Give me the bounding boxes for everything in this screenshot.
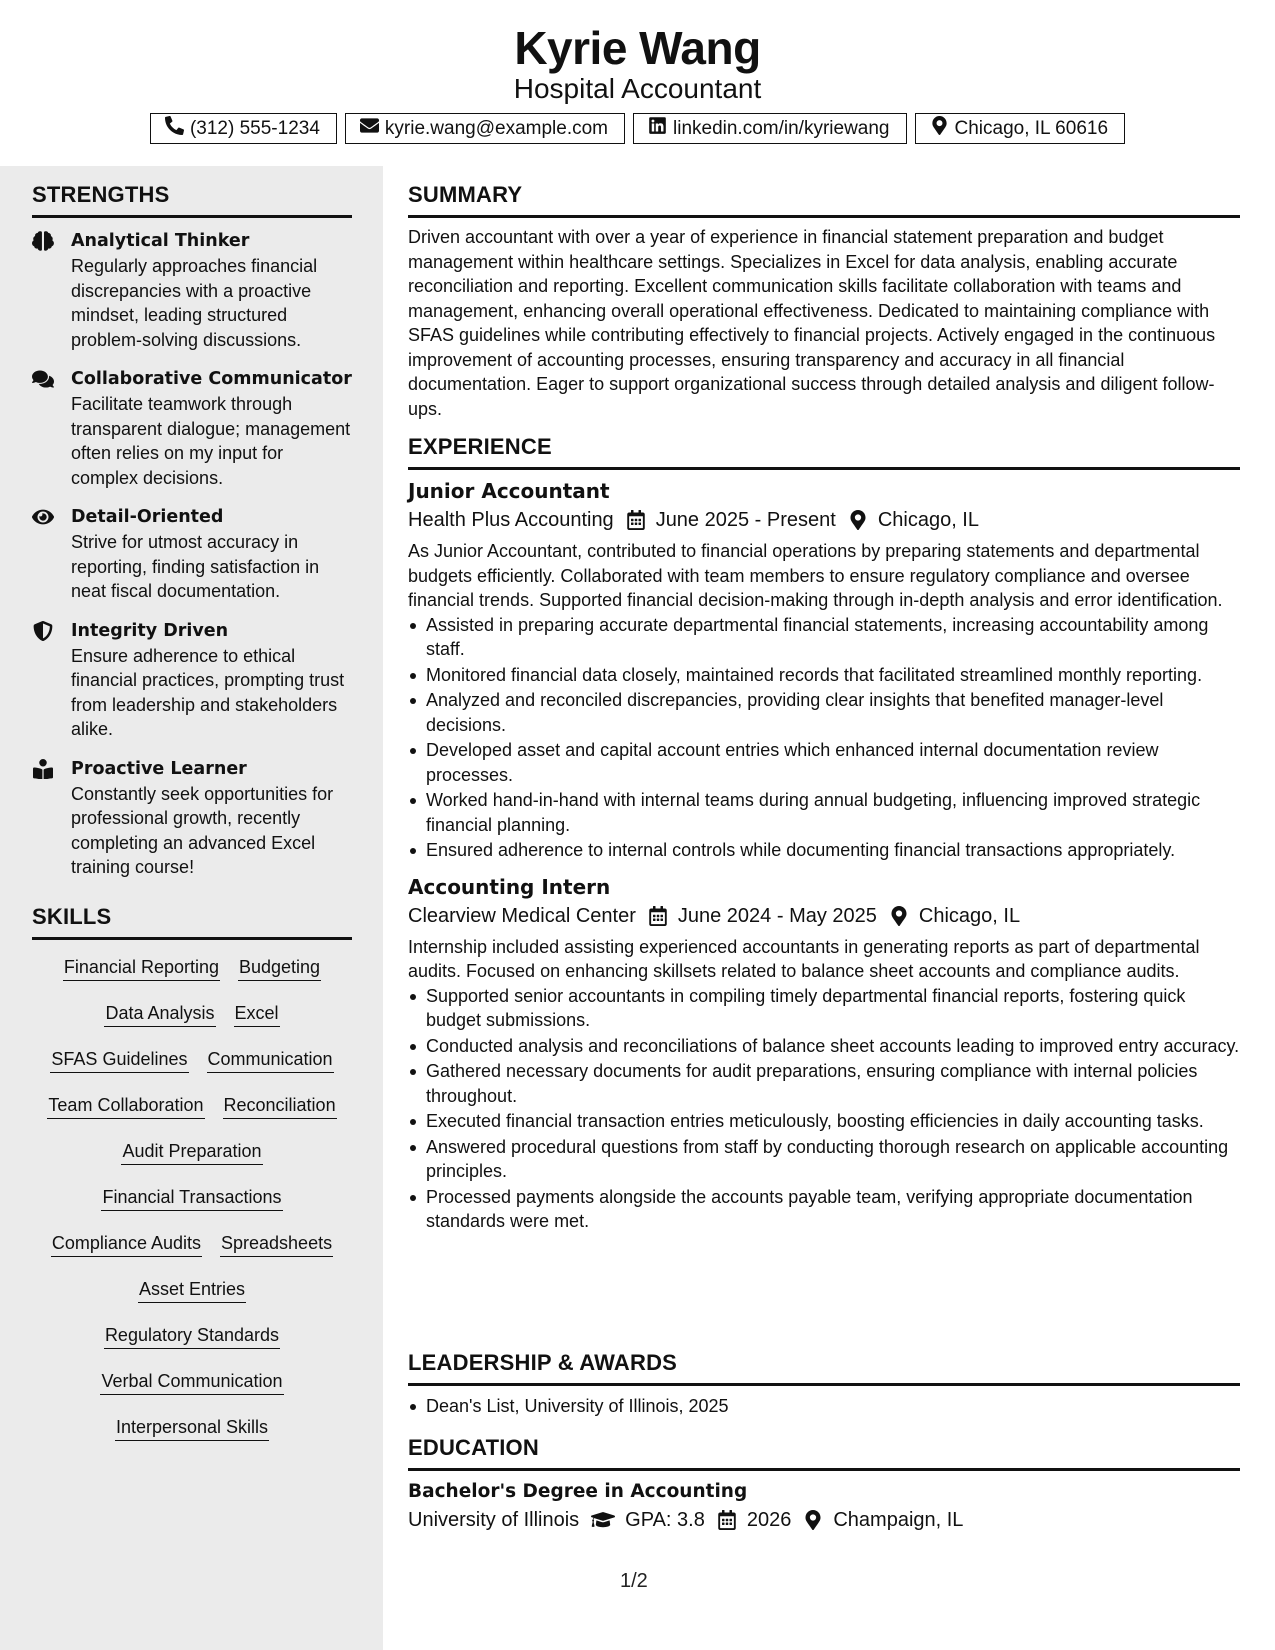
calendar-icon: [614, 510, 656, 530]
list-item: Processed payments alongside the accounts payable team, verifying appropriate documentation standards were met.: [408, 1185, 1240, 1234]
contact-email[interactable]: [345, 113, 625, 144]
education-gpa: GPA: 3.8: [625, 1509, 705, 1531]
job-meta: [408, 505, 1240, 535]
skills-list: [32, 954, 352, 1460]
graduation-cap-icon: [579, 1510, 625, 1530]
skills-section: [32, 904, 352, 1460]
strength-desc: Constantly seek opportunities for professional growth, recently completing an advanced Excel training course!: [71, 783, 334, 877]
experience-section: [408, 434, 1240, 1235]
job-bullets: [408, 984, 1240, 1234]
skill-tag: Budgeting: [238, 954, 321, 981]
linkedin-icon: [648, 116, 667, 141]
skill-tag: Asset Entries: [138, 1276, 246, 1303]
strength-item: [32, 228, 352, 352]
education-location: Champaign, IL: [833, 1509, 964, 1531]
eye-icon: [32, 507, 54, 527]
list-item: Developed asset and capital account entries which enhanced internal documentation review processes.: [408, 738, 1240, 787]
shield-icon: [32, 621, 54, 641]
job-bullets: [408, 613, 1240, 863]
list-item: Gathered necessary documents for audit preparations, ensuring compliance with internal policies throughout.: [408, 1059, 1240, 1108]
job-dates: June 2025 - Present: [655, 509, 836, 531]
strength-item: [32, 504, 352, 604]
brain-icon: [32, 231, 54, 251]
resume-header: [0, 0, 1275, 166]
skill-tag: Financial Reporting: [63, 954, 220, 981]
map-marker-icon: [836, 510, 878, 530]
strength-title: Collaborative Communicator: [71, 369, 352, 389]
skill-tag: Excel: [234, 1000, 280, 1027]
job-entry: [408, 873, 1240, 1234]
list-item: Monitored financial data closely, maintained records that facilitated streamlined monthly reporting.: [408, 663, 1240, 688]
contact-location-text: Chicago, IL 60616: [954, 117, 1109, 139]
skill-tag: Compliance Audits: [51, 1230, 202, 1257]
contact-linkedin-text: linkedin.com/in/kyriewang: [673, 117, 890, 139]
strength-title: Proactive Learner: [71, 758, 247, 779]
education-section: [408, 1435, 1240, 1535]
calendar-icon: [636, 906, 678, 926]
phone-icon: [165, 116, 184, 141]
job-title: Junior Accountant: [408, 479, 610, 503]
skill-tag: Financial Transactions: [101, 1184, 282, 1211]
skill-tag: Interpersonal Skills: [115, 1414, 269, 1441]
strength-desc: Regularly approaches financial discrepancies with a proactive mindset, leading structured problem-solving discussions.: [71, 256, 318, 350]
leadership-list: [408, 1394, 1240, 1419]
skill-tag: Audit Preparation: [121, 1138, 262, 1165]
job-description: As Junior Accountant, contributed to financial operations by preparing statements and departmental budgets efficiently. Collaborated with team members to ensure regulatory compliance and oversee financial trends. Supported financial decision-making through in-depth analysis and error identification.: [408, 541, 1223, 610]
contact-bar: [0, 113, 1275, 144]
summary-heading: SUMMARY: [408, 182, 1240, 218]
skill-tag: SFAS Guidelines: [50, 1046, 188, 1073]
strength-item: [32, 618, 352, 742]
skills-heading: SKILLS: [32, 904, 352, 940]
skill-tag: Team Collaboration: [47, 1092, 204, 1119]
contact-email-text: kyrie.wang@example.com: [384, 117, 608, 139]
list-item: Worked hand-in-hand with internal teams during annual budgeting, influencing improved strategic financial planning.: [408, 788, 1240, 837]
contact-linkedin[interactable]: [633, 113, 907, 144]
experience-heading: EXPERIENCE: [408, 434, 1240, 470]
page-number: 1/2: [620, 1570, 648, 1592]
strength-item: [32, 366, 352, 490]
contact-phone[interactable]: [150, 113, 337, 144]
skill-tag: Spreadsheets: [220, 1230, 333, 1257]
skill-tag: Communication: [207, 1046, 334, 1073]
education-heading: EDUCATION: [408, 1435, 1240, 1471]
strength-desc: Strive for utmost accuracy in reporting, finding satisfaction in neat fiscal documentation.: [71, 532, 320, 601]
job-company: Clearview Medical Center: [408, 904, 636, 927]
list-item: Dean's List, University of Illinois, 2025: [408, 1394, 1240, 1419]
strength-title: Detail-Oriented: [71, 507, 224, 527]
strengths-section: [32, 182, 352, 894]
list-item: Analyzed and reconciled discrepancies, providing clear insights that benefited manager-level decisions.: [408, 688, 1240, 737]
strength-title: Analytical Thinker: [71, 231, 250, 251]
map-marker-icon: [930, 116, 949, 141]
list-item: Ensured adherence to internal controls while documenting financial transactions appropriately.: [408, 838, 1240, 863]
envelope-icon: [360, 116, 379, 141]
skill-tag: Verbal Communication: [100, 1368, 283, 1395]
candidate-name: Kyrie Wang: [514, 22, 761, 74]
contact-phone-text: (312) 555-1234: [189, 117, 320, 139]
strengths-heading: STRENGTHS: [32, 182, 352, 218]
skill-tag: Regulatory Standards: [104, 1322, 280, 1349]
candidate-title: Hospital Accountant: [513, 73, 762, 104]
summary-text: Driven accountant with over a year of experience in financial statement preparation and budget management within healthcare settings. Specializes in Excel for data analysis, enabling accurate reconciliation and reporting. Excellent communication skills facilitate collaboration with teams and management, enhancing overall operational effectiveness. Dedicated to maintaining compliance with SFAS guidelines while contributing effectively to financial projects. Actively engaged in the continuous improvement of accounting processes, ensuring transparency and accuracy in all financial documentation. Eager to support organizational success through detailed analysis and diligent follow-ups.: [408, 227, 1216, 419]
strength-desc: Ensure adherence to ethical financial practices, prompting trust from leadership and stakeholders alike.: [71, 645, 345, 739]
strength-desc: Facilitate teamwork through transparent dialogue; management often relies on my input for complex decisions.: [71, 394, 351, 488]
job-meta: [408, 901, 1240, 931]
education-degree: Bachelor's Degree in Accounting: [408, 1481, 748, 1502]
education-year: 2026: [746, 1509, 792, 1531]
leadership-section: [408, 1350, 1240, 1420]
job-location: Chicago, IL: [918, 904, 1021, 927]
skill-tag: Reconciliation: [223, 1092, 337, 1119]
map-marker-icon: [877, 906, 919, 926]
job-title: Accounting Intern: [408, 874, 611, 899]
strength-title: Integrity Driven: [71, 620, 229, 641]
job-company: Health Plus Accounting: [408, 509, 614, 531]
list-item: Assisted in preparing accurate departmental financial statements, increasing accountability among staff.: [408, 613, 1240, 662]
job-description: Internship included assisting experienced accountants in generating reports as part of departmental audits. Focused on enhancing skillsets related to balance sheet accounts and compliance audits.: [408, 936, 1200, 981]
list-item: Executed financial transaction entries meticulously, boosting efficiencies in daily accounting tasks.: [408, 1109, 1240, 1134]
list-item: Answered procedural questions from staff by conducting thorough research on applicable accounting principles.: [408, 1135, 1240, 1184]
strength-item: [32, 756, 352, 880]
education-meta: [408, 1505, 1240, 1535]
skill-tag: Data Analysis: [104, 1000, 215, 1027]
leadership-heading: LEADERSHIP & AWARDS: [408, 1350, 1240, 1386]
job-location: Chicago, IL: [877, 509, 979, 531]
calendar-icon: [705, 1510, 747, 1530]
contact-location[interactable]: [915, 113, 1126, 144]
book-reader-icon: [32, 759, 54, 779]
sidebar: [0, 166, 383, 1650]
education-school: University of Illinois: [408, 1509, 580, 1531]
map-marker-icon: [791, 1510, 833, 1530]
job-entry: [408, 477, 1240, 863]
summary-section: [408, 182, 1240, 421]
list-item: Conducted analysis and reconciliations of balance sheet accounts leading to improved entry accuracy.: [408, 1034, 1240, 1059]
job-dates: June 2024 - May 2025: [677, 904, 877, 927]
list-item: Supported senior accountants in compiling timely departmental financial reports, fostering quick budget submissions.: [408, 984, 1240, 1033]
comments-icon: [32, 369, 54, 389]
